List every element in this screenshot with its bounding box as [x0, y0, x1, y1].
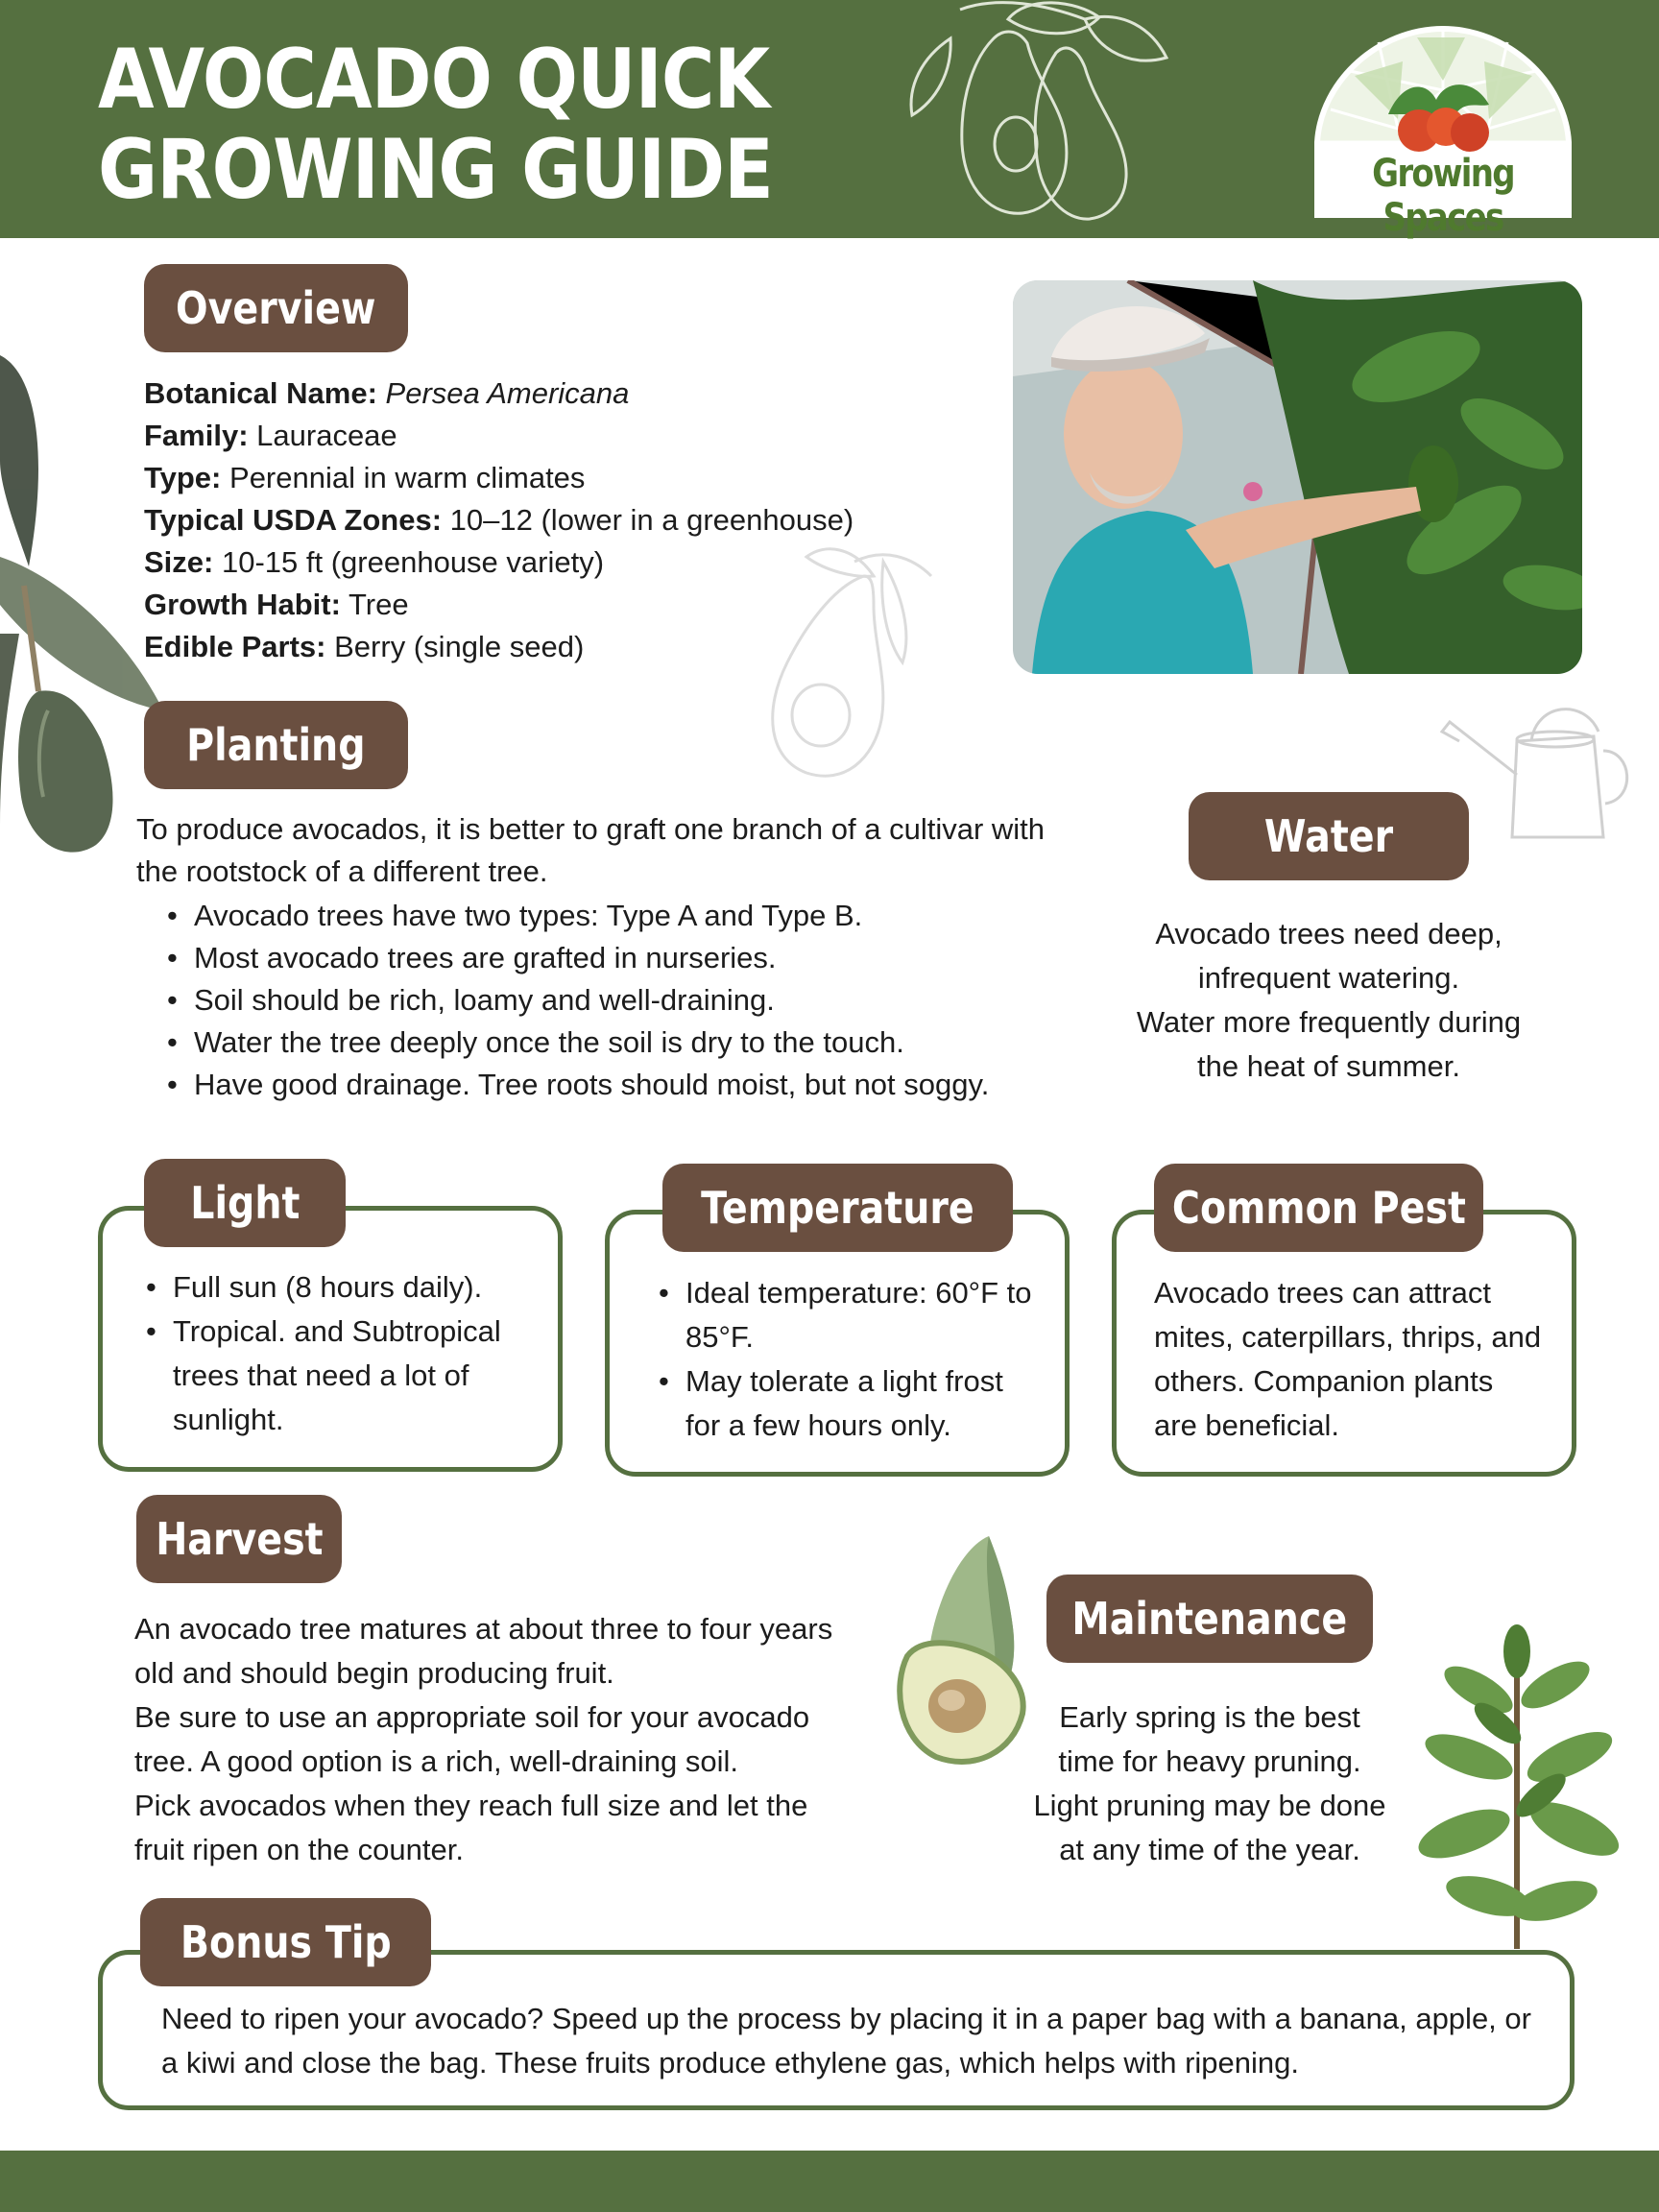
overview-heading: Overview: [144, 264, 408, 352]
list-item: • Have good drainage. Tree roots should moist, but not soggy.: [165, 1064, 1068, 1106]
planting-content: [136, 808, 1068, 1106]
temperature-list: [657, 1271, 1041, 1448]
overview-row: Growth Habit: Tree: [144, 588, 409, 621]
harvest-paragraph: Be sure to use an appropriate soil for your avocado tree. A good option is a rich, well-draining soil.: [134, 1700, 810, 1778]
maintenance-line: time for heavy pruning.: [1058, 1744, 1361, 1778]
maintenance-line: Early spring is the best: [1059, 1700, 1360, 1734]
overview-row: Type: Perennial in warm climates: [144, 461, 586, 494]
light-heading: Light: [144, 1159, 346, 1247]
bonus-tip-heading: Bonus Tip: [140, 1898, 431, 1986]
temperature-heading: Temperature: [662, 1164, 1013, 1252]
avocado-sketch-icon: [893, 0, 1181, 230]
list-item: • Tropical. and Subtropical trees that need a lot of sunlight.: [144, 1310, 538, 1442]
overview-row: Botanical Name: Persea Americana: [144, 376, 630, 410]
list-item: • Soil should be rich, loamy and well-draining.: [165, 979, 1068, 1022]
common-pest-text: Avocado trees can attract mites, caterpillars, thrips, and others. Companion plants are beneficial.: [1154, 1276, 1542, 1442]
logo-text: Growing Spaces: [1372, 152, 1514, 240]
list-item: • Ideal temperature: 60°F to 85°F.: [657, 1271, 1041, 1359]
maintenance-content: [998, 1695, 1421, 1872]
list-item: • Most avocado trees are grafted in nurseries.: [165, 937, 1068, 979]
overview-row: Typical USDA Zones: 10–12 (lower in a greenhouse): [144, 503, 854, 537]
harvest-content: [134, 1607, 864, 1872]
water-line: the heat of summer.: [1197, 1049, 1460, 1083]
water-content: [1094, 912, 1563, 1089]
water-line: Water more frequently during: [1136, 1005, 1522, 1039]
maintenance-line: Light pruning may be done: [1033, 1789, 1386, 1822]
harvest-paragraph: An avocado tree matures at about three to four years old and should begin producing fruit.: [134, 1612, 833, 1690]
list-item: • Water the tree deeply once the soil is dry to the touch.: [165, 1022, 1068, 1064]
page-title: [98, 32, 773, 218]
page-title-line-1: AVOCADO QUICK: [98, 32, 770, 128]
growing-spaces-logo: [1311, 23, 1575, 240]
overview-details: [144, 373, 912, 668]
harvest-paragraph: Pick avocados when they reach full size and let the fruit ripen on the counter.: [134, 1789, 808, 1866]
bonus-tip-text: Need to ripen your avocado? Speed up the process by placing it in a paper bag with a banana, apple, or a kiwi and close the bag. These fruits produce ethylene gas, which helps with ripening.: [161, 2002, 1531, 2080]
light-list: [144, 1265, 538, 1442]
water-line: Avocado trees need deep,: [1155, 917, 1503, 950]
overview-row: Edible Parts: Berry (single seed): [144, 630, 585, 663]
planting-heading: Planting: [144, 701, 408, 789]
harvest-heading: Harvest: [136, 1495, 342, 1583]
list-item: • Avocado trees have two types: Type A and Type B.: [165, 895, 1068, 937]
planting-list: [165, 895, 1068, 1106]
list-item: • May tolerate a light frost for a few hours only.: [657, 1359, 1041, 1448]
gardener-photo: [1013, 280, 1582, 674]
list-item: • Full sun (8 hours daily).: [144, 1265, 538, 1310]
water-heading: Water: [1189, 792, 1469, 880]
footer-bar: [0, 2151, 1659, 2212]
maintenance-heading: Maintenance: [1046, 1575, 1373, 1663]
overview-row: Size: 10-15 ft (greenhouse variety): [144, 545, 605, 579]
page-title-line-2: GROWING GUIDE: [98, 122, 773, 218]
watering-can-icon: [1440, 684, 1642, 847]
avocado-seedling-illustration: [1411, 1623, 1623, 1949]
common-pest-heading: Common Pest: [1154, 1164, 1483, 1252]
maintenance-line: at any time of the year.: [1059, 1833, 1360, 1866]
overview-row: Family: Lauraceae: [144, 419, 397, 452]
planting-intro: To produce avocados, it is better to graft one branch of a cultivar with the rootstock of a different tree.: [136, 812, 1046, 888]
header-banner: [0, 0, 1659, 238]
water-line: infrequent watering.: [1197, 961, 1460, 995]
